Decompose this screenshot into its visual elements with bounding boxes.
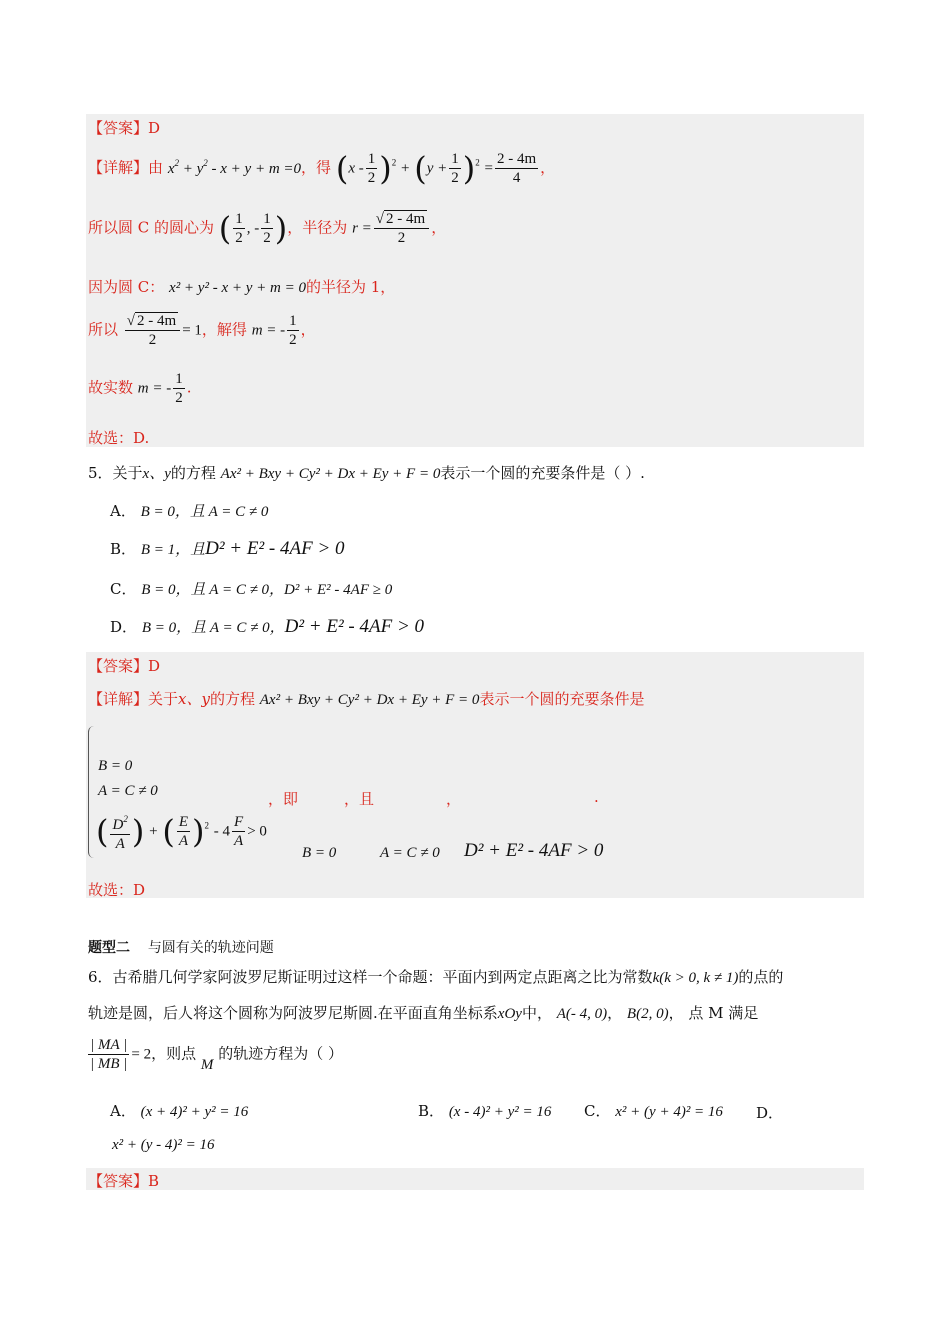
system-brace (88, 726, 95, 858)
sep-3: ， (446, 790, 462, 808)
detail-label: 【详解】 (88, 158, 149, 177)
result-2: A = C ≠ 0 (380, 845, 440, 861)
sep-1: ，即 (268, 790, 299, 808)
q6-option-d: x² + (y - 4)² = 16 (112, 1137, 215, 1153)
option-c: C． B = 0，且 A = C ≠ 0，D² + E² - 4AF ≥ 0 (110, 580, 393, 598)
detail-line-4: 所以 $\frac{√ 2 - 4m}{2}$ = 1，解得 m = - $\frac{1}{2}$ ， (88, 313, 316, 348)
q6-option-a: A． (x + 4)² + y² = 16 (110, 1102, 249, 1120)
answer-label: 【答案】B (88, 1172, 160, 1190)
result-3: D² + E² - 4AF > 0 (464, 840, 604, 861)
choose-line: 故选：D. (88, 429, 150, 447)
option-a: A． B = 0，且 A = C ≠ 0 (110, 502, 269, 520)
detail-line-1: 【详解】由 $x^2 + y^2 - x + y + m =0$，得 (x - $\frac{1}{2}$ )$^2$ + (y + $\frac{1}{2}$ )$^2$ = $\frac{2 - 4m}{4}$ ， (88, 149, 556, 188)
answer-label: 【答案】D (88, 119, 161, 137)
circle-equation: $x^2 + y^2 - x + y + m =0$ (167, 157, 302, 177)
question-6-line-1: 6．古希腊几何学家阿波罗尼斯证明过这样一个命题：平面内到两定点距离之比为常数k(k > 0, k ≠ 1)的点的 (88, 968, 784, 986)
option-b: B． B = 1，且D² + E² - 4AF > 0 (110, 538, 345, 559)
detail-line-2: 所以圆 C 的圆心为 ( $\frac{1}{2}$ , - $\frac{1}{2}$ )，半径为 r = $\frac{√ 2 - 4m}{2}$ ， (88, 209, 447, 248)
answer-label: 【答案】D (88, 657, 161, 675)
detail-line-3: 因为圆 C： x² + y² - x + y + m = 0的半径为 1， (88, 278, 396, 296)
question-6-line-3: $\frac{| MA |}{| MB |}$ = 2，则点 M 的轨迹方程为（ ） (90, 1037, 343, 1073)
result-1: B = 0 (302, 845, 337, 861)
system-eq-1: B = 0 (98, 758, 133, 774)
section-heading: 题型二 与圆有关的轨迹问题 (88, 940, 274, 956)
choose-line: 故选：D (88, 881, 146, 899)
question-5-stem: 5．关于x、y的方程 Ax² + Bxy + Cy² + Dx + Ey + F = 0表示一个圆的充要条件是（ ）. (88, 464, 645, 482)
sep-2: ，且 (344, 790, 375, 808)
question-6-line-2: 轨迹是圆，后人将这个圆称为阿波罗尼斯圆.在平面直角坐标系xOy中， A(- 4, 0)， B(2, 0)， 点 M 满足 (88, 1004, 759, 1022)
q6-option-c: C． x² + (y + 4)² = 16 (584, 1102, 723, 1120)
system-eq-2: A = C ≠ 0 (98, 783, 158, 799)
detail-line: 【详解】关于x、y的方程 Ax² + Bxy + Cy² + Dx + Ey + F = 0表示一个圆的充要条件是 (88, 690, 645, 708)
q6-option-d-label: D． (756, 1104, 784, 1122)
answer-block-q6 (86, 1168, 864, 1190)
option-d: D． B = 0，且 A = C ≠ 0，D² + E² - 4AF > 0 (110, 616, 425, 637)
q6-option-b: B． (x - 4)² + y² = 16 (418, 1102, 552, 1120)
sep-4: . (594, 788, 599, 806)
detail-line-5: 故实数 m = - $\frac{1}{2}$ . (88, 371, 192, 406)
system-eq-3: ( $\frac{D^2}{A}$ ) + ( $\frac{E}{A}$ )$^2$ - 4 $\frac{F}{A}$ > 0 (96, 810, 267, 853)
